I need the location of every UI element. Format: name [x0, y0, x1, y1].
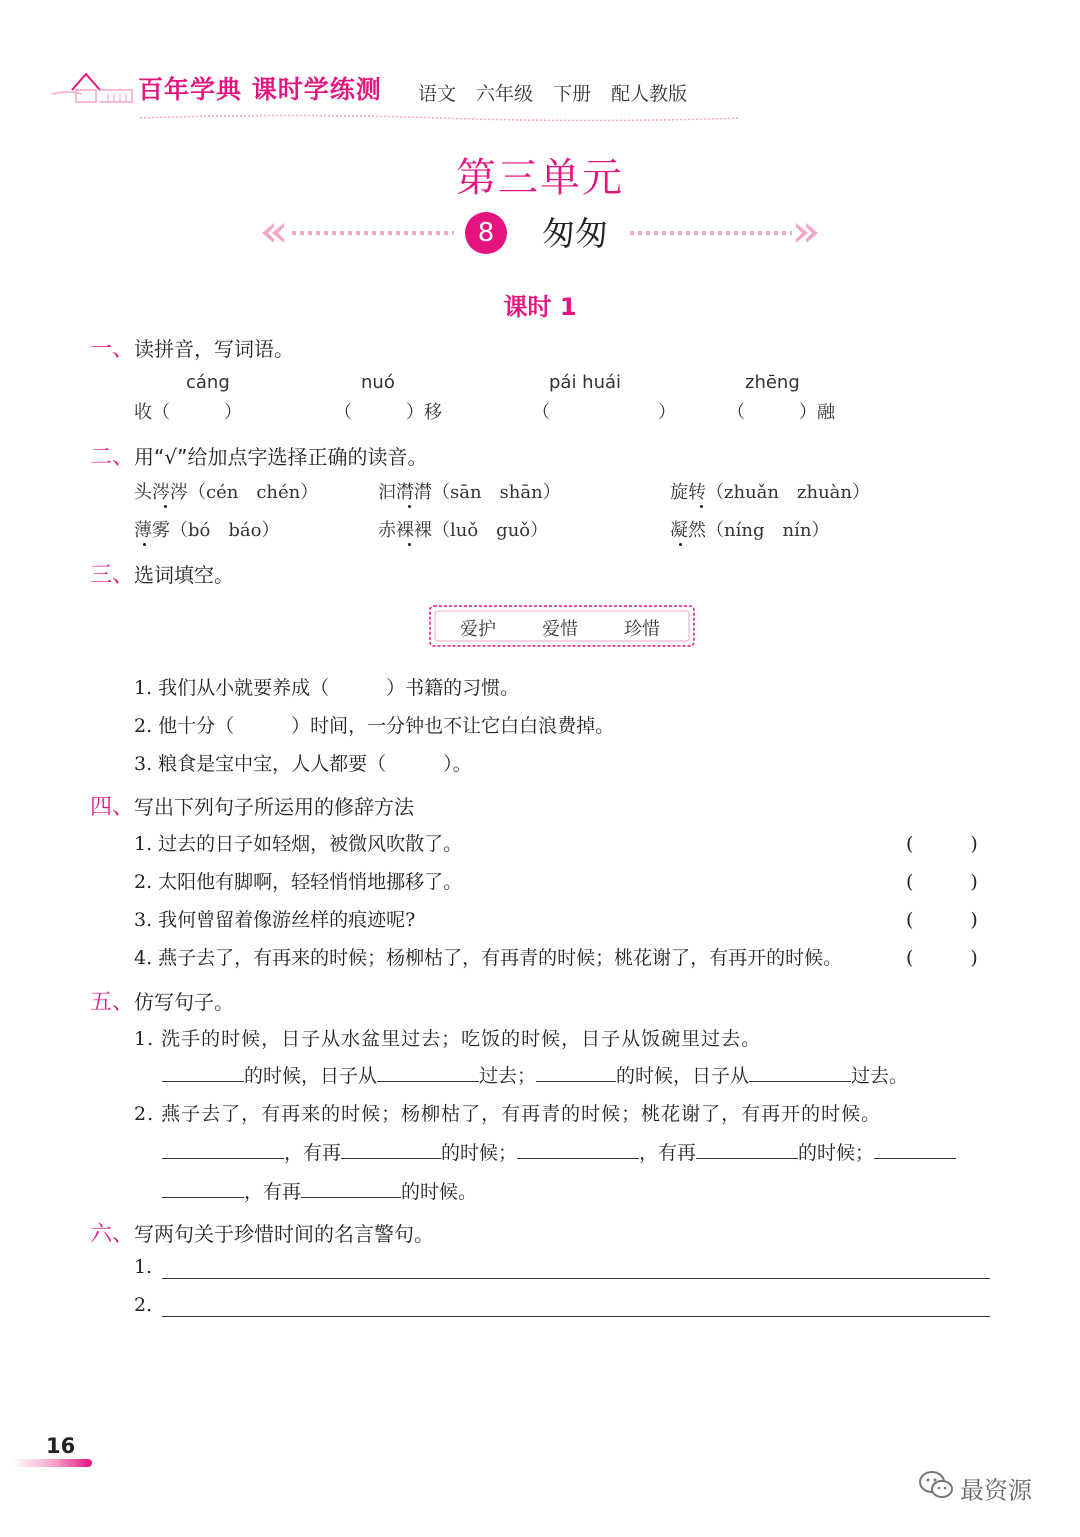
- answer-blank[interactable]: ( ): [906, 947, 978, 969]
- quote-label: 2.: [134, 1294, 153, 1316]
- rhetoric-sentence: 1. 过去的日子如轻烟，被微风吹散了。: [134, 833, 463, 855]
- wechat-icon: [918, 1470, 954, 1506]
- quote-label: 1.: [134, 1256, 153, 1278]
- section-heading: 四、写出下列句子所运用的修辞方法: [90, 795, 415, 820]
- word-bank-box: [428, 604, 696, 648]
- pinyin: nuó: [361, 372, 395, 393]
- word-option: 爱惜: [542, 619, 578, 640]
- section-heading: 一、读拼音，写词语。: [90, 337, 295, 362]
- fill-blank-sentence[interactable]: 1. 我们从小就要养成（ ）书籍的习惯。: [134, 677, 520, 699]
- emphasis-dot: [679, 543, 682, 546]
- pronunciation-choice[interactable]: 赤裸裸（luǒ guǒ）: [378, 520, 549, 541]
- answer-blank[interactable]: ( ): [906, 871, 978, 893]
- blank-line[interactable]: [162, 1179, 244, 1198]
- rhetoric-sentence: 2. 太阳他有脚啊，轻轻悄悄地挪移了。: [134, 871, 463, 893]
- emphasis-dot: [408, 543, 411, 546]
- section-heading: 六、写两句关于珍惜时间的名言警句。: [90, 1222, 435, 1247]
- section-heading: 二、用“√”给加点字选择正确的读音。: [90, 445, 428, 470]
- lesson-number-badge: 8: [465, 212, 507, 254]
- quote-answer-line[interactable]: [162, 1316, 990, 1317]
- pronunciation-choice[interactable]: 头涔涔（cén chén）: [134, 482, 319, 503]
- pinyin: cáng: [186, 372, 230, 393]
- fill-blank-sentence[interactable]: 2. 他十分（ ）时间，一分钟也不让它白白浪费掉。: [134, 715, 615, 737]
- page-number: 16: [46, 1434, 76, 1458]
- watermark: 最资源: [918, 1470, 1032, 1506]
- blank-line[interactable]: [696, 1140, 798, 1159]
- unit-title: 第三单元: [456, 155, 624, 201]
- blank-line[interactable]: [536, 1063, 616, 1082]
- answer-blank[interactable]: ( ): [906, 909, 978, 931]
- blank-line[interactable]: [517, 1140, 639, 1159]
- pronunciation-choice[interactable]: 薄雾（bó báo）: [134, 520, 280, 541]
- fill-blank-sentence[interactable]: 3. 粮食是宝中宝，人人都要（ ）。: [134, 753, 472, 775]
- word-blank[interactable]: （ ）移: [334, 402, 442, 423]
- blank-line[interactable]: [377, 1063, 479, 1082]
- word-blank[interactable]: （ ）融: [727, 402, 835, 423]
- pinyin: zhēng: [745, 372, 800, 393]
- rhetoric-sentence: 3. 我何曾留着像游丝样的痕迹呢?: [134, 909, 416, 931]
- period-title: 课时 1: [503, 293, 577, 321]
- page-number-bar: [12, 1459, 92, 1467]
- blank-line[interactable]: [749, 1063, 851, 1082]
- emphasis-dot: [700, 505, 703, 508]
- blank-line[interactable]: [301, 1179, 401, 1198]
- quote-answer-line[interactable]: [162, 1278, 990, 1279]
- word-option: 爱护: [460, 619, 496, 640]
- section-heading: 三、选词填空。: [90, 563, 235, 588]
- pronunciation-choice[interactable]: 凝然（níng nín）: [670, 520, 830, 541]
- answer-blank[interactable]: ( ): [906, 833, 978, 855]
- section-heading: 五、仿写句子。: [90, 990, 235, 1015]
- header-divider: [140, 108, 740, 118]
- word-option: 珍惜: [624, 619, 660, 640]
- pronunciation-choice[interactable]: 旋转（zhuǎn zhuàn）: [670, 482, 870, 503]
- word-blank[interactable]: 收（ ）: [134, 402, 242, 423]
- rhetoric-sentence: 4. 燕子去了，有再来的时候；杨柳枯了，有再青的时候；桃花谢了，有再开的时候。: [134, 947, 843, 969]
- lesson-title-decoration: [258, 210, 822, 256]
- example-sentence: 1. 洗手的时候，日子从水盆里过去；吃饭的时候，日子从饭碗里过去。: [134, 1028, 762, 1050]
- emphasis-dot: [164, 505, 167, 508]
- pronunciation-choice[interactable]: 汩潸潸（sān shān）: [378, 482, 561, 503]
- imitation-line[interactable]: 的时候，日子从 过去； 的时候，日子从 过去。: [162, 1061, 908, 1088]
- lesson-title: 匆匆: [542, 214, 608, 253]
- emphasis-dot: [408, 505, 411, 508]
- emphasis-dot: [143, 543, 146, 546]
- book-info: 语文 六年级 下册 配人教版: [418, 83, 688, 105]
- blank-line[interactable]: [341, 1140, 441, 1159]
- pinyin: pái huái: [549, 372, 622, 393]
- imitation-line[interactable]: ，有再 的时候； ，有再 的时候；: [162, 1138, 956, 1165]
- blank-line[interactable]: [162, 1063, 244, 1082]
- blank-line[interactable]: [874, 1140, 956, 1159]
- example-sentence: 2. 燕子去了，有再来的时候；杨柳枯了，有再青的时候；桃花谢了，有再开的时候。: [134, 1103, 882, 1125]
- house-logo-icon: [48, 64, 138, 110]
- word-blank[interactable]: （ ）: [532, 402, 676, 423]
- imitation-line[interactable]: ，有再 的时候。: [162, 1177, 477, 1204]
- blank-line[interactable]: [162, 1140, 284, 1159]
- brand-title: 百年学典 课时学练测: [138, 75, 382, 104]
